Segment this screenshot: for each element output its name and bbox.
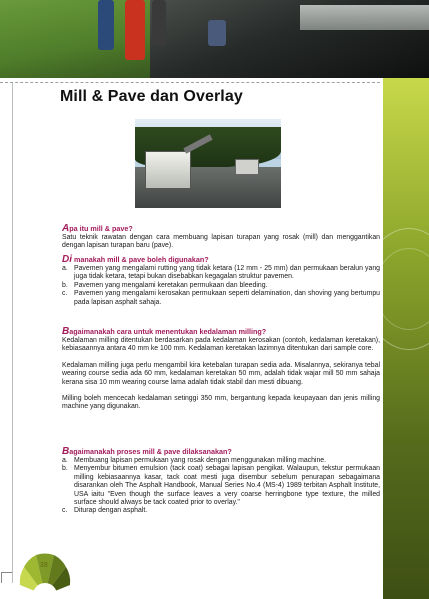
- process-list: [62, 457, 380, 516]
- header-divider: [0, 82, 380, 83]
- page-title: Mill & Pave dan Overlay: [60, 88, 243, 105]
- list-item: b. Menyembur bitumen emulsion (tack coat) sebagai lapisan pengikat. Walaupun, tekstur permukaan milling kebiasaannya kasar, tack coat mesti juga disembur sebelum penurapan sebagaimana disarankan oleh The Asphalt Handbook, Manual Series No.4 (MS-4) 1989 terbitan Asphalt Institute, USA iaitu "Even though the surface leaves a very coarse herringbone type texture, the milled surface should always be tack coated prior to overlay.": [62, 465, 380, 507]
- section-heading: Bagaimanakah proses mill & pave dilaksanakan?: [62, 446, 232, 457]
- list-item: b. Pavemen yang mengalami keretakan permukaan dan bleeding.: [62, 281, 268, 289]
- section-heading: Apa itu mill & pave?: [62, 223, 133, 234]
- section-where: [62, 255, 380, 307]
- section-what: [62, 224, 380, 251]
- crop-mark: [1, 572, 12, 583]
- list-item: a. Pavemen yang mengalami rutting yang tidak ketara (12 mm - 25 mm) dan permukaan beralun yang juga tidak ketara, tetapi bukan disebabkan kegagalan struktur pavemen.: [62, 265, 380, 281]
- list-item: c. Diturap dengan asphalt.: [62, 507, 148, 515]
- section-paragraph: Milling boleh mencecah kedalaman setinggi 350 mm, bergantung kepada keupayaan dan jenis milling machine yang digunakan.: [62, 395, 380, 411]
- section-paragraph: Kedalaman milling ditentukan berdasarkan pada kedalaman kerosakan (contoh, kedalaman keretakan), kebiasaannya antara 40 mm ke 100 mm. Kedalaman keretakan lazimnya ditentukan dari sample core.: [62, 337, 380, 353]
- section-paragraph: Kedalaman milling juga perlu mengambil kira ketebalan turapan sedia ada. Misalannya, sekiranya tebal wearing course sedia ada 60 mm, kedalaman keretakan 50 mm, adalah tidak wajar mill 50 mm sahaja kerana sisa 10 mm wearing course lama adalah tidak stabil dan mesti dibuang.: [62, 361, 380, 386]
- left-margin-line: [12, 83, 13, 583]
- side-decoration: [383, 78, 429, 599]
- section-body: Satu teknik rawatan dengan cara membuang lapisan turapan yang rosak (mill) dan menggantikan dengan lapisan turapan baru (pave).: [62, 234, 380, 250]
- list-item: a. Membuang lapisan permukaan yang rosak dengan menggunakan milling machine.: [62, 457, 327, 464]
- page-gauge-icon: [12, 545, 78, 599]
- page-number: 38: [40, 562, 48, 569]
- usage-list: [62, 265, 380, 307]
- section-heading: Di manakah mill & pave boleh digunakan?: [62, 254, 209, 265]
- section-process: [62, 447, 380, 516]
- section-depth: [62, 327, 380, 412]
- milling-machine-photo: [135, 119, 281, 208]
- section-heading: Bagaimanakah cara untuk menentukan kedalaman milling?: [62, 326, 267, 337]
- list-item: c. Pavemen yang mengalami kerosakan permukaan seperti delamination, dan shoving yang bertumpu pada lapisan asphalt sahaja.: [62, 290, 380, 306]
- header-photo-band: [0, 0, 429, 78]
